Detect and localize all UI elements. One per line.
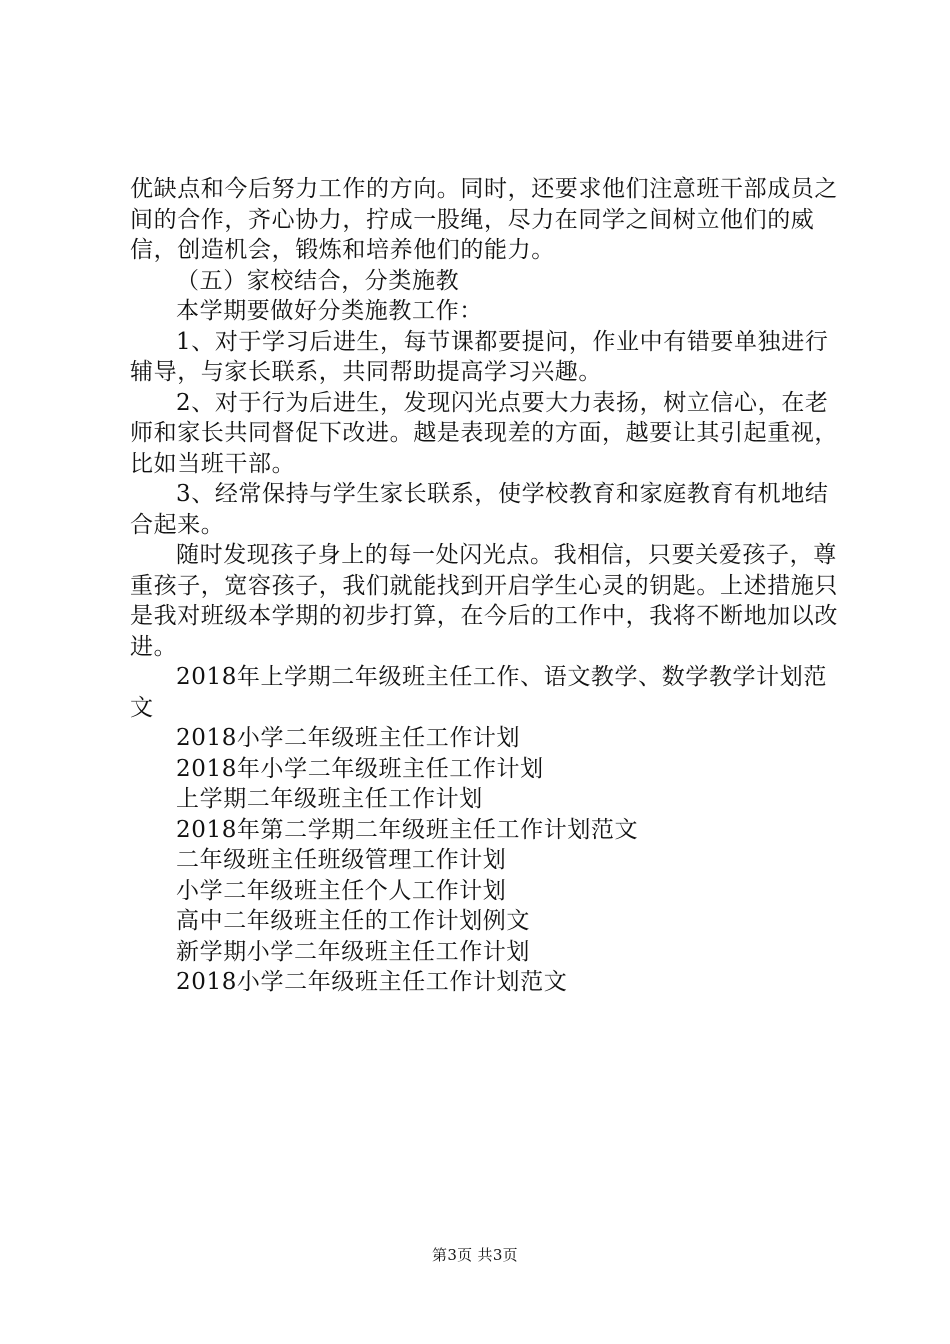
paragraph-continued: 优缺点和今后努力工作的方向。同时，还要求他们注意班干部成员之间的合作，齐心协力，拧成一股绳，尽力在同学之间树立他们的威信，创造机会，锻炼和培养他们的能力。 bbox=[130, 176, 838, 263]
paragraph-conclusion: 随时发现孩子身上的每一处闪光点。我相信，只要关爱孩子，尊重孩子，宽容孩子，我们就能找到开启学生心灵的钥匙。上述措施只是我对班级本学期的初步打算，在今后的工作中，我将不断地加以改进。 bbox=[130, 542, 838, 660]
related-link[interactable]: 2018小学二年级班主任工作计划范文 bbox=[176, 969, 568, 995]
related-link[interactable]: 2018年第二学期二年级班主任工作计划范文 bbox=[176, 816, 639, 843]
related-link[interactable]: 新学期小学二年级班主任工作计划 bbox=[176, 938, 530, 965]
paragraph-intro: 本学期要做好分类施教工作： bbox=[176, 298, 483, 324]
related-link[interactable]: 2018年小学二年级班主任工作计划 bbox=[176, 755, 544, 782]
page-footer: 第3页 共3页 bbox=[432, 1246, 518, 1264]
related-title: 2018年上学期二年级班主任工作、语文教学、数学教学计划范文 bbox=[130, 664, 827, 721]
paragraph-item-2: 2、对于行为后进生，发现闪光点要大力表扬，树立信心，在老师和家长共同督促下改进。越是表现差的方面，越要让其引起重视，比如当班干部。 bbox=[130, 389, 838, 477]
related-link[interactable]: 2018小学二年级班主任工作计划 bbox=[176, 725, 521, 751]
paragraph-item-1: 1、对于学习后进生，每节课都要提问，作业中有错要单独进行辅导，与家长联系，共同帮助提高学习兴趣。 bbox=[130, 328, 829, 385]
related-link[interactable]: 二年级班主任班级管理工作计划 bbox=[176, 847, 507, 873]
related-link[interactable]: 小学二年级班主任个人工作计划 bbox=[176, 877, 507, 904]
related-links-list bbox=[130, 723, 850, 998]
document-body bbox=[130, 174, 850, 998]
related-link[interactable]: 上学期二年级班主任工作计划 bbox=[176, 786, 483, 812]
section-heading: （五）家校结合，分类施教 bbox=[176, 267, 460, 294]
related-link[interactable]: 高中二年级班主任的工作计划例文 bbox=[176, 908, 530, 934]
paragraph-item-3: 3、经常保持与学生家长联系，使学校教育和家庭教育有机地结合起来。 bbox=[130, 481, 829, 538]
